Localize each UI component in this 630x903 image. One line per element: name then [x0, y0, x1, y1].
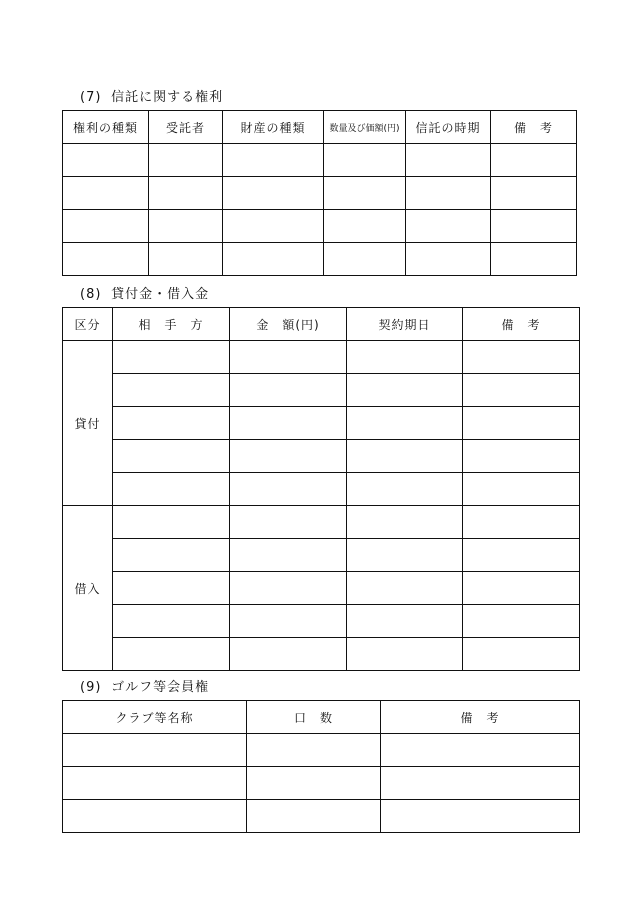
table-row [63, 473, 580, 506]
table-cell[interactable] [463, 374, 580, 407]
table-cell[interactable] [63, 243, 149, 276]
table-cell[interactable] [63, 144, 149, 177]
section-8-number: (8) [80, 287, 102, 302]
table-cell[interactable] [463, 638, 580, 671]
table-cell[interactable] [347, 638, 463, 671]
table-cell[interactable] [347, 341, 463, 374]
loans-col-remarks: 備 考 [463, 308, 580, 341]
table-cell[interactable] [463, 539, 580, 572]
table-row [63, 638, 580, 671]
table-row [63, 407, 580, 440]
section-7-number: (7) [80, 90, 102, 105]
table-cell[interactable] [463, 440, 580, 473]
table-row [63, 177, 577, 210]
table-cell[interactable] [223, 243, 324, 276]
table-cell[interactable] [463, 506, 580, 539]
table-cell[interactable] [113, 638, 230, 671]
loans-col-contract-date: 契約期日 [347, 308, 463, 341]
table-cell[interactable] [149, 243, 223, 276]
loans-col-category: 区分 [63, 308, 113, 341]
table-row [63, 374, 580, 407]
table-cell[interactable] [247, 734, 381, 767]
table-cell[interactable] [113, 374, 230, 407]
table-cell[interactable] [113, 473, 230, 506]
loans-group-label: 貸付 [63, 341, 113, 506]
table-cell[interactable] [113, 440, 230, 473]
table-row [63, 800, 580, 833]
table-cell[interactable] [324, 144, 406, 177]
table-cell[interactable] [491, 144, 577, 177]
table-row [63, 506, 580, 539]
table-cell[interactable] [230, 605, 347, 638]
golf-col-club-name: クラブ等名称 [63, 701, 247, 734]
table-row [63, 605, 580, 638]
table-cell[interactable] [113, 539, 230, 572]
golf-col-remarks: 備 考 [381, 701, 580, 734]
trust-col-right-type: 権利の種類 [63, 111, 149, 144]
table-cell[interactable] [230, 440, 347, 473]
table-cell[interactable] [113, 605, 230, 638]
table-cell[interactable] [223, 144, 324, 177]
table-cell[interactable] [324, 177, 406, 210]
table-cell[interactable] [63, 210, 149, 243]
table-cell[interactable] [381, 734, 580, 767]
table-cell[interactable] [463, 572, 580, 605]
table-cell[interactable] [223, 210, 324, 243]
trust-col-remarks: 備 考 [491, 111, 577, 144]
table-cell[interactable] [230, 473, 347, 506]
section-8-heading [80, 283, 209, 302]
table-row [63, 572, 580, 605]
table-cell[interactable] [63, 734, 247, 767]
table-cell[interactable] [113, 506, 230, 539]
table-cell[interactable] [63, 177, 149, 210]
table-cell[interactable] [149, 177, 223, 210]
table-cell[interactable] [230, 506, 347, 539]
table-cell[interactable] [113, 407, 230, 440]
table-cell[interactable] [406, 210, 491, 243]
section-8-title: 貸付金・借入金 [111, 287, 210, 302]
loans-table [62, 307, 580, 671]
golf-membership-table [62, 700, 580, 833]
table-cell[interactable] [347, 473, 463, 506]
table-cell[interactable] [113, 341, 230, 374]
table-cell[interactable] [247, 767, 381, 800]
table-row [63, 539, 580, 572]
table-cell[interactable] [230, 572, 347, 605]
table-cell[interactable] [347, 506, 463, 539]
table-cell[interactable] [463, 341, 580, 374]
table-cell[interactable] [406, 144, 491, 177]
table-cell[interactable] [63, 800, 247, 833]
section-7-title: 信託に関する権利 [111, 90, 224, 105]
table-cell[interactable] [463, 605, 580, 638]
table-cell[interactable] [247, 800, 381, 833]
table-row [63, 440, 580, 473]
table-cell[interactable] [381, 800, 580, 833]
table-cell[interactable] [347, 374, 463, 407]
table-cell[interactable] [230, 539, 347, 572]
table-cell[interactable] [406, 243, 491, 276]
trust-col-property-type: 財産の種類 [223, 111, 324, 144]
table-row [63, 144, 577, 177]
trust-col-trust-period: 信託の時期 [406, 111, 491, 144]
loans-group-label: 借入 [63, 506, 113, 671]
trust-rights-table [62, 110, 577, 276]
loans-col-counterparty: 相 手 方 [113, 308, 230, 341]
table-cell[interactable] [149, 144, 223, 177]
table-row [63, 734, 580, 767]
table-cell[interactable] [63, 767, 247, 800]
table-cell[interactable] [381, 767, 580, 800]
section-9-heading [80, 676, 209, 695]
table-row [63, 243, 577, 276]
table-cell[interactable] [230, 407, 347, 440]
table-cell[interactable] [491, 243, 577, 276]
section-9-number: (9) [80, 680, 102, 695]
table-cell[interactable] [324, 210, 406, 243]
table-cell[interactable] [230, 341, 347, 374]
table-cell[interactable] [347, 572, 463, 605]
table-cell[interactable] [491, 210, 577, 243]
table-cell[interactable] [463, 473, 580, 506]
table-row [63, 210, 577, 243]
section-7-heading [80, 86, 223, 105]
table-cell[interactable] [149, 210, 223, 243]
table-cell[interactable] [347, 440, 463, 473]
table-cell[interactable] [491, 177, 577, 210]
table-cell[interactable] [324, 243, 406, 276]
golf-col-units: 口 数 [247, 701, 381, 734]
table-cell[interactable] [406, 177, 491, 210]
table-cell[interactable] [347, 539, 463, 572]
table-cell[interactable] [463, 407, 580, 440]
trust-col-quantity-value: 数量及び価額(円) [324, 111, 406, 144]
section-9-title: ゴルフ等会員権 [111, 680, 210, 695]
table-row [63, 767, 580, 800]
trust-col-trustee: 受託者 [149, 111, 223, 144]
table-row [63, 341, 580, 374]
table-cell[interactable] [230, 374, 347, 407]
table-cell[interactable] [223, 177, 324, 210]
loans-col-amount: 金 額(円) [230, 308, 347, 341]
table-cell[interactable] [230, 638, 347, 671]
table-cell[interactable] [113, 572, 230, 605]
table-cell[interactable] [347, 605, 463, 638]
table-cell[interactable] [347, 407, 463, 440]
